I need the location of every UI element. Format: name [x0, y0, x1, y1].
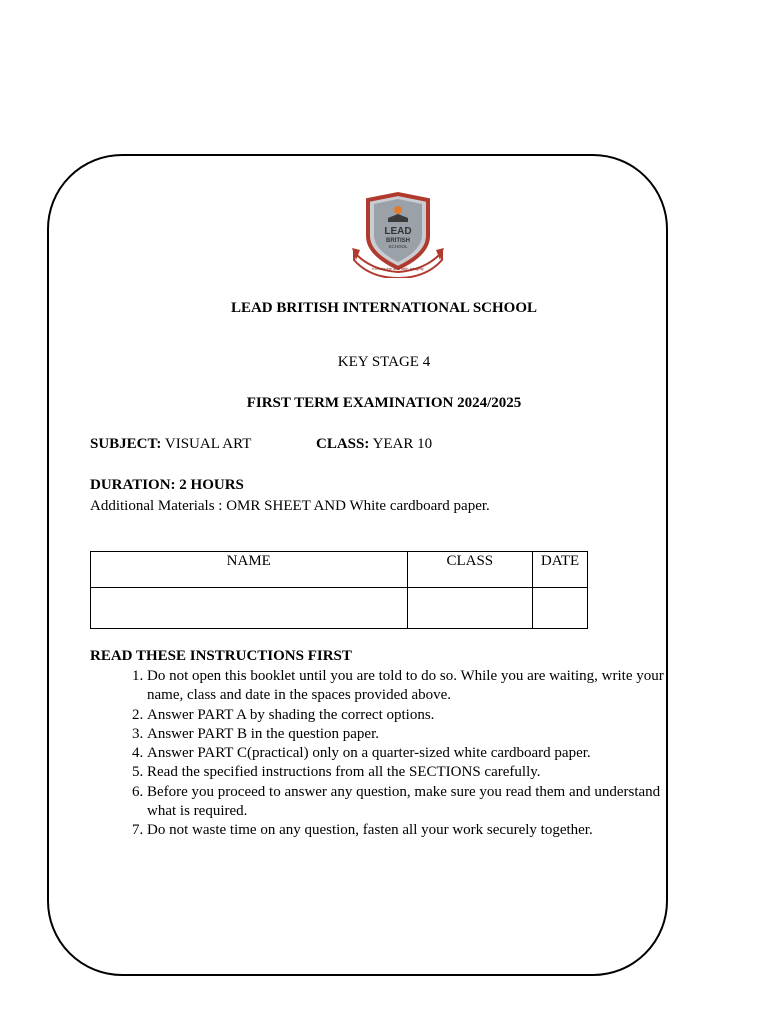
logo-text-school: SCHOOL	[388, 244, 408, 249]
additional-materials: Additional Materials : OMR SHEET AND White cardboard paper.	[90, 498, 490, 514]
logo-motto: Knowledge and faith Integrity	[372, 266, 424, 271]
date-cell[interactable]	[533, 588, 588, 629]
list-item: 3. Answer PART B in the question paper.	[147, 725, 680, 744]
school-crest-logo	[350, 190, 446, 278]
student-info-table	[90, 551, 588, 629]
list-item: 4. Answer PART C(practical) only on a quarter-sized white cardboard paper.	[147, 744, 680, 763]
class-line	[316, 436, 432, 453]
header-name: NAME	[91, 552, 408, 588]
exam-title: FIRST TERM EXAMINATION 2024/2025	[246, 395, 522, 411]
subject-line	[90, 436, 251, 453]
class-label: CLASS:	[316, 436, 370, 452]
list-item: 5. Read the specified instructions from all the SECTIONS carefully.	[147, 763, 680, 782]
logo-text-british: BRITISH	[386, 238, 410, 244]
list-item: 1. Do not open this booklet until you are told to do so. While you are waiting, write your name, class and date in the spaces provided above.	[147, 667, 680, 706]
header-class: CLASS	[407, 552, 533, 588]
class-cell[interactable]	[407, 588, 533, 629]
school-name: LEAD BRITISH INTERNATIONAL SCHOOL	[230, 300, 538, 316]
list-item: 7. Do not waste time on any question, fasten all your work securely together.	[147, 821, 680, 840]
table-row	[91, 588, 588, 629]
duration: DURATION: 2 HOURS	[90, 477, 244, 493]
logo-text-lead: LEAD	[384, 226, 412, 237]
name-cell[interactable]	[91, 588, 408, 629]
key-stage: KEY STAGE 4	[337, 354, 431, 370]
list-item: 2. Answer PART A by shading the correct options.	[147, 706, 680, 725]
header-date: DATE	[533, 552, 588, 588]
subject-value: VISUAL ART	[164, 436, 252, 452]
class-value: YEAR 10	[372, 436, 433, 452]
table-header-row	[91, 552, 588, 588]
list-item: 6. Before you proceed to answer any question, make sure you read them and understand what is required.	[147, 783, 680, 822]
subject-label: SUBJECT:	[90, 436, 162, 452]
instructions-heading: READ THESE INSTRUCTIONS FIRST	[90, 648, 352, 664]
instructions-list	[90, 667, 680, 841]
